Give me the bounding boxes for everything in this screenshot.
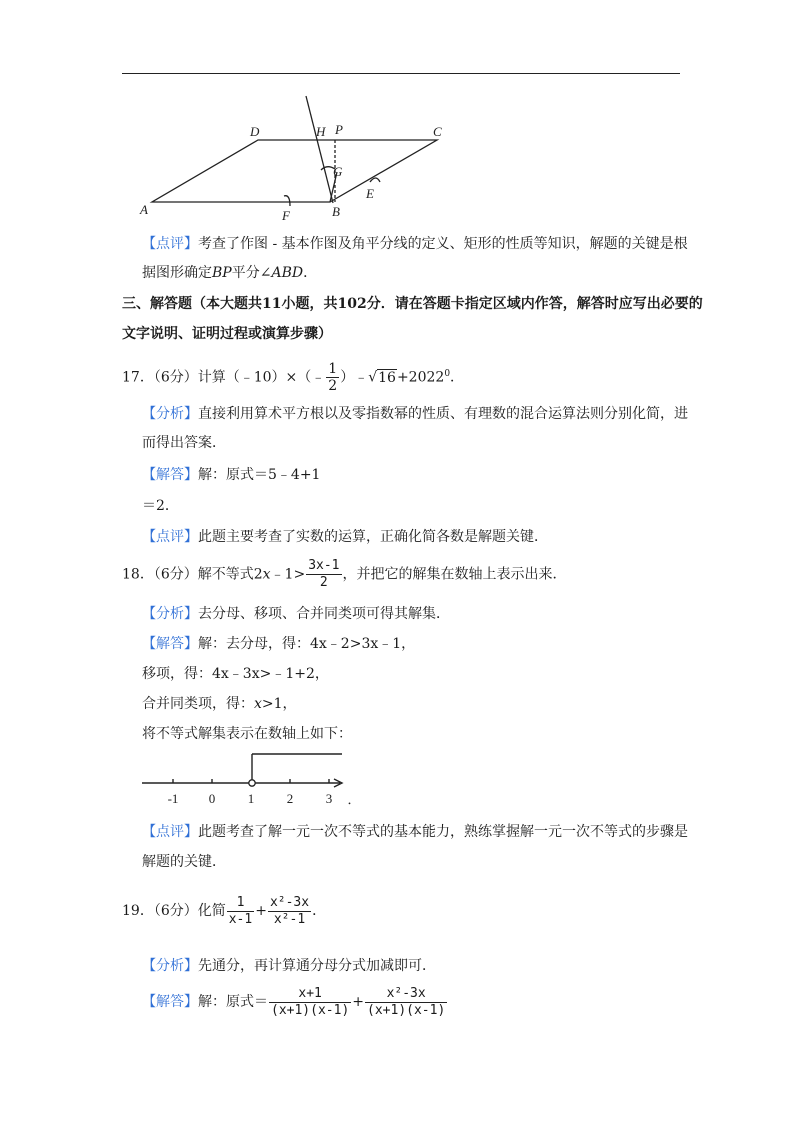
q17-stem: 17．（6分）计算（﹣10）×（﹣ $\frac{1}{2}$ ）$﹣√16+2022^0$． (122, 361, 465, 395)
q17-analysis-line1: 【分析】直接利用算术平方根以及零指数幂的性质、有理数的混合运算法则分别化简，进 (142, 406, 688, 422)
label-b: B (332, 204, 340, 219)
q17-analysis-line2: 而得出答案． (142, 435, 226, 451)
q17-answer-line2: ＝2． (142, 498, 179, 514)
q18-answer-line3: 合并同类项，得：x>1， (142, 696, 297, 712)
q17-answer-line1: 【解答】解：原式＝5﹣4+1 (142, 467, 321, 483)
label-c: C (433, 124, 442, 139)
q18-fraction: $\frac{3x-1}{2}$ (308, 558, 340, 590)
open-circle-at-1 (249, 780, 255, 786)
q17-fraction: $\frac{1}{2}$ (328, 361, 338, 395)
label-h: H (316, 124, 326, 139)
label-f: F (282, 208, 290, 223)
q18-comment-line1: 【点评】此题考查了解一元一次不等式的基本能力，熟练掌握解一元一次不等式的步骤是 (142, 824, 688, 840)
comment-tag: 【点评】 (142, 236, 198, 252)
q19-answer-fraction-2: $\frac{\text{x²-3x}}{(x+1)(x-1)}$ (367, 985, 446, 1018)
label-a: A (140, 202, 148, 217)
header-rule (122, 73, 680, 74)
perpendicular-bisector-line (306, 96, 333, 203)
label-p: P (335, 122, 343, 137)
label-g: G (333, 164, 343, 179)
q16-comment-line2: 据图形确定BP平分∠ABD． (142, 265, 318, 281)
q18-comment-line2: 解题的关键． (142, 854, 226, 870)
arc-f (284, 196, 290, 206)
axis-label-0: 0 (208, 791, 216, 806)
q19-answer-fraction-1: $\frac{x+1}{(x+1)(x-1)}$ (271, 985, 350, 1018)
q19-analysis: 【分析】先通分，再计算通分母分式加减即可． (142, 958, 436, 974)
q18-analysis: 【分析】去分母、移项、合并同类项可得其解集． (142, 606, 450, 622)
parallelogram-figure (130, 90, 460, 225)
q18-stem: 18．（6分）解不等式2x﹣1> $\frac{3x-1}{2}$ ，并把它的解集在数轴上表示出来． (122, 558, 567, 590)
q18-answer-line4: 将不等式解集表示在数轴上如下： (142, 726, 352, 742)
q19-fraction-1: $\frac{1}{x-1}$ (228, 894, 253, 927)
q16-comment-line1: 【点评】考查了作图 - 基本作图及角平分线的定义、矩形的性质等知识，解题的关键是根 (142, 236, 688, 252)
axis-label-3: 3 (325, 791, 333, 806)
section3-heading-line1: 三、解答题（本大题共11小题，共102分．请在答题卡指定区域内作答，解答时应写出必要的 (122, 296, 703, 312)
sqrt-sign: √ (368, 369, 378, 386)
label-d: D (250, 124, 260, 139)
label-e: E (366, 186, 374, 201)
axis-label-2: 2 (286, 791, 294, 806)
axis-label-1: 1 (247, 791, 255, 806)
q19-stem: 19．（6分）化简 $\frac{1}{x-1}$ + $\frac{\text{x²-3x}}{\text{x²-1}}$ ． (122, 894, 327, 927)
axis-period: ． (347, 792, 361, 807)
q17-comment: 【点评】此题主要考查了实数的运算，正确化简各数是解题关键． (142, 529, 548, 545)
q18-answer-line1: 【解答】解：去分母，得：4x﹣2>3x﹣1， (142, 636, 416, 652)
section3-heading-line2: 文字说明、证明过程或演算步骤） (122, 326, 332, 342)
q19-answer: 【解答】解：原式＝ $\frac{x+1}{(x+1)(x-1)}$ + $\frac{\text{x²-3x}}{(x+1)(x-1)}$ (142, 985, 446, 1018)
axis-label-neg1: -1 (167, 791, 179, 806)
q19-fraction-2: $\frac{\text{x²-3x}}{\text{x²-1}}$ (269, 894, 310, 927)
parallelogram-abcd (152, 140, 437, 202)
q18-answer-line2: 移项，得：4x﹣3x>﹣1+2， (142, 666, 329, 682)
number-line (140, 748, 370, 810)
